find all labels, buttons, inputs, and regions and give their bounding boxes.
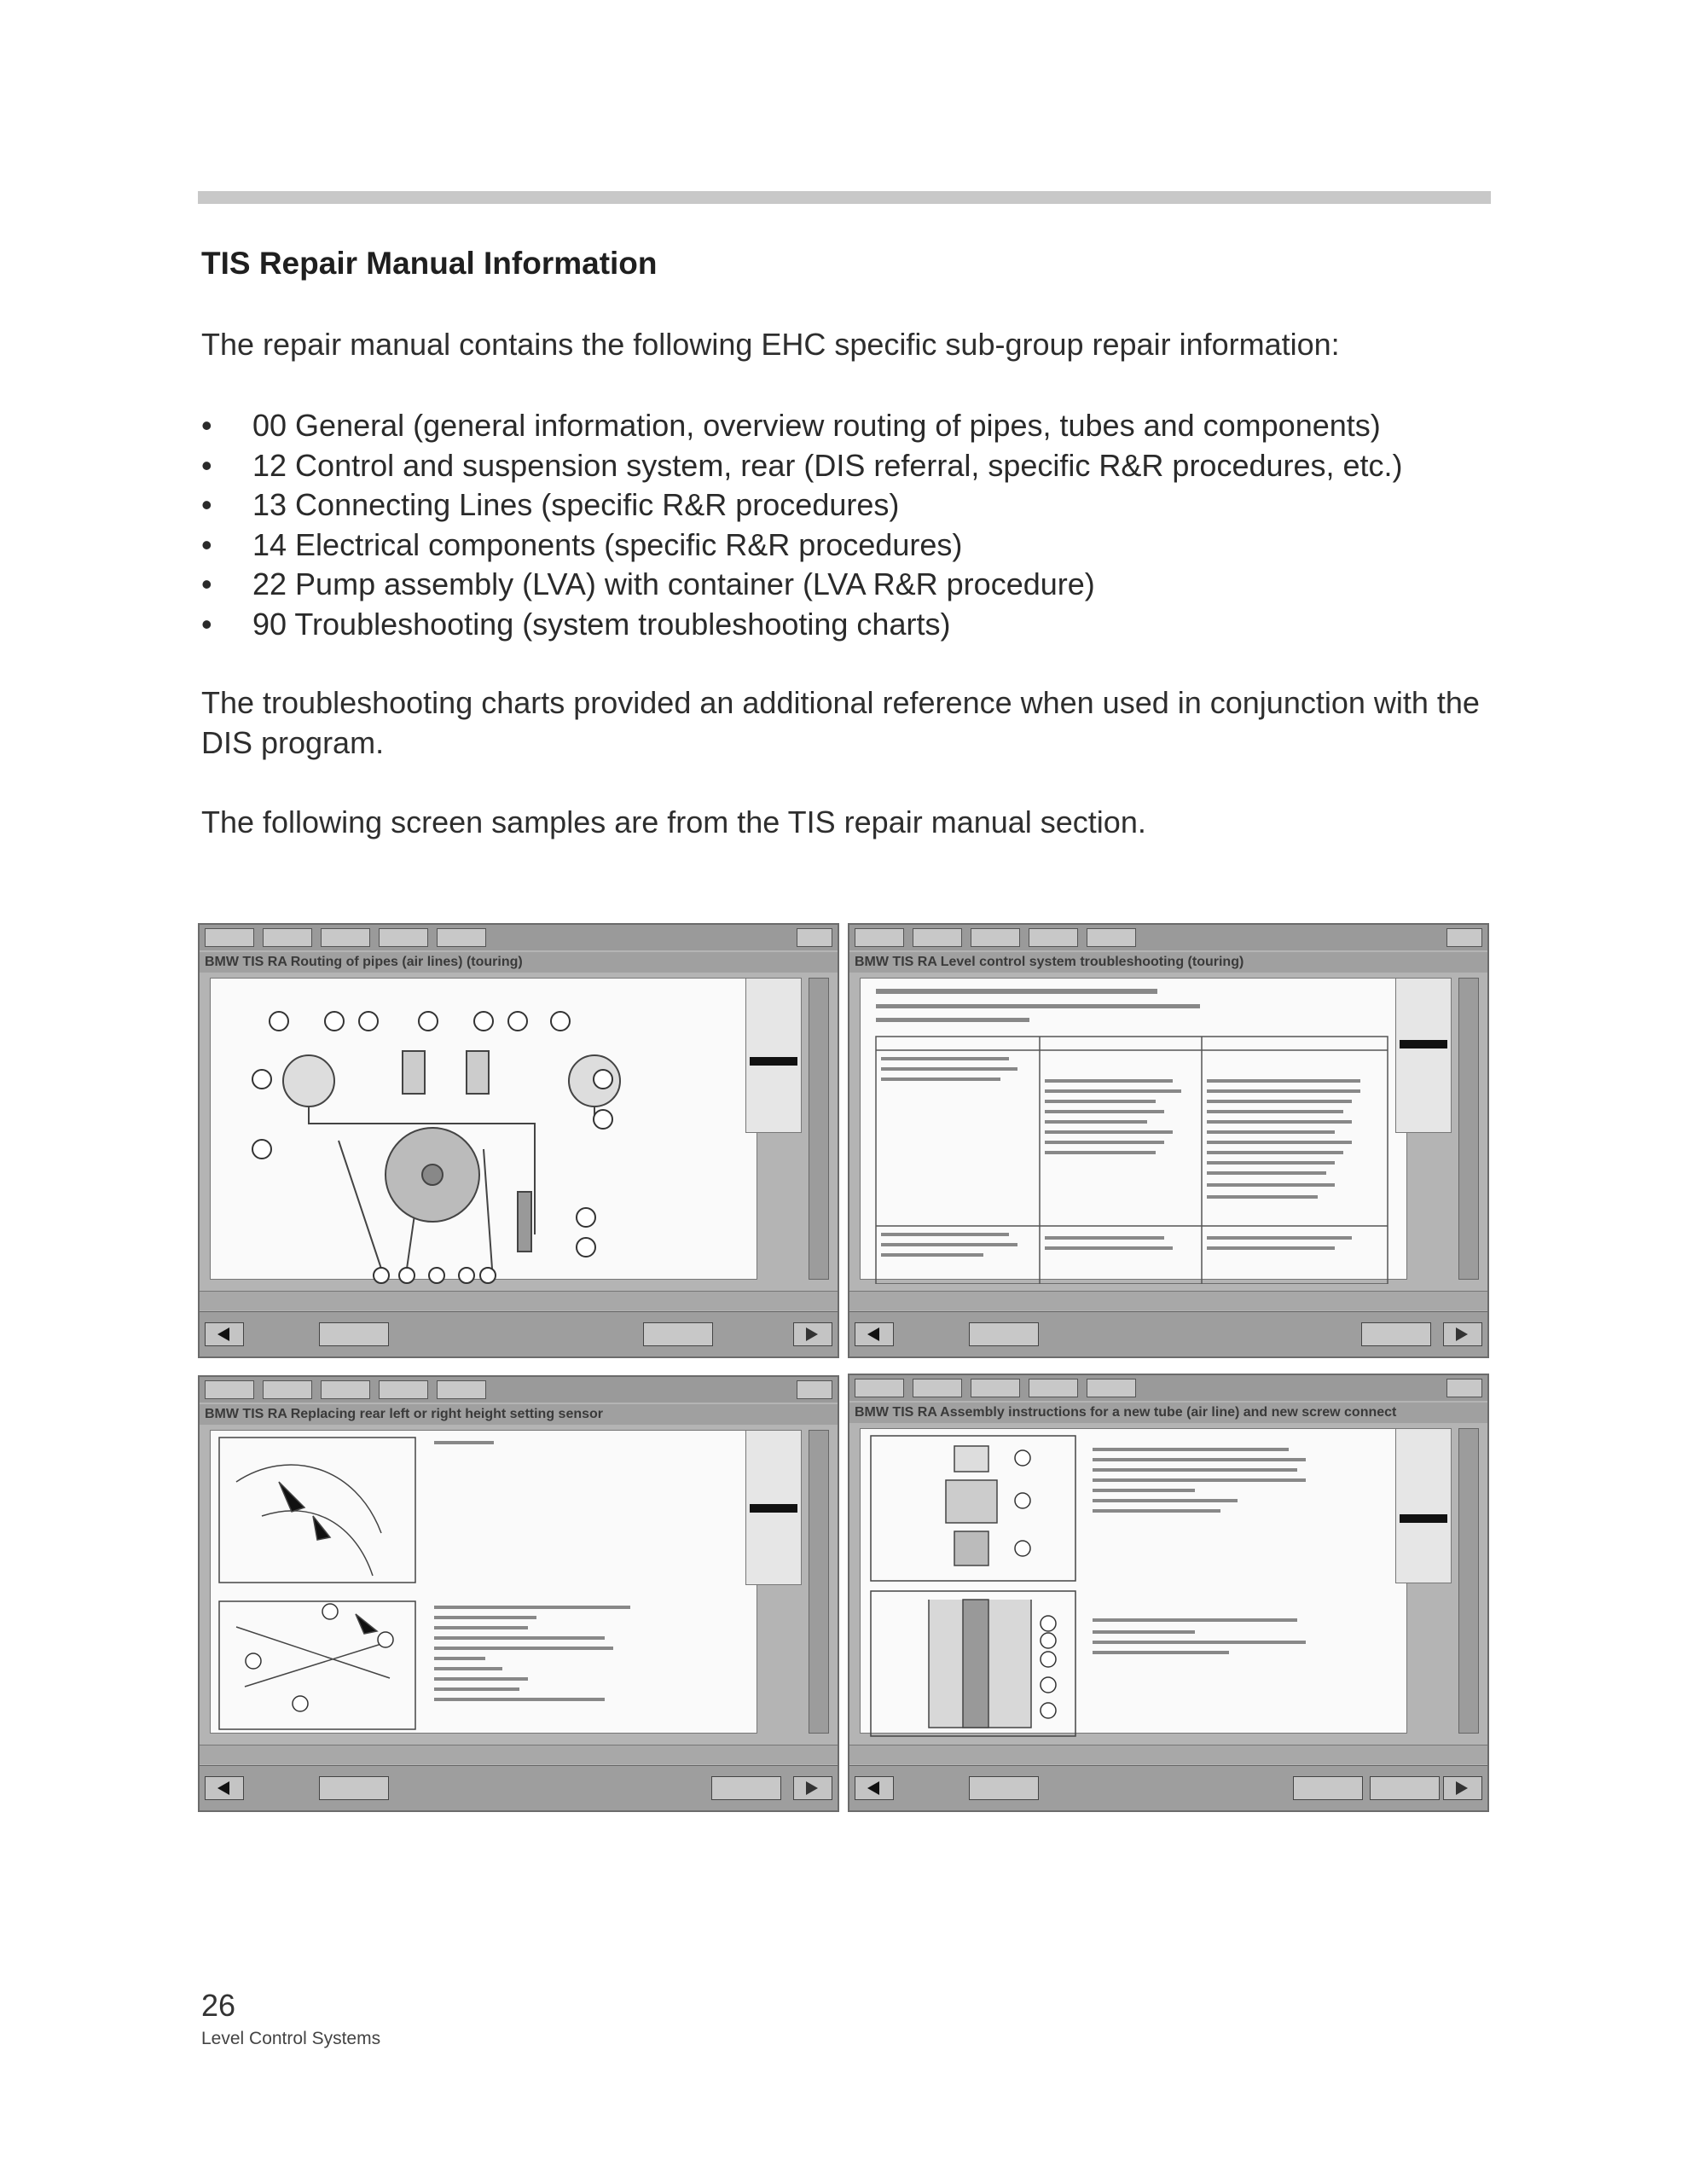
navigation-bar [849,1311,1487,1356]
arrow-left-icon [867,1327,879,1341]
subject-button[interactable] [643,1322,713,1346]
document-button[interactable] [319,1776,389,1800]
page-number: 26 [201,1988,236,2023]
document-button[interactable] [969,1322,1039,1346]
fault-table-icon [861,979,1406,1284]
list-item: • 13 Connecting Lines (specific R&R procedures) [201,485,1403,526]
back-button[interactable] [855,1776,894,1800]
menu-bar [200,1377,838,1403]
back-button[interactable] [205,1776,244,1800]
menu-bar [849,1375,1487,1401]
reference-button[interactable] [711,1776,781,1800]
window-title: BMW TIS RA Assembly instructions for a new tube (air line) and new screw connect [849,1403,1487,1423]
tis-screenshot-routing-pipes [198,923,839,1358]
window-title: BMW TIS RA Replacing rear left or right height setting sensor [200,1404,838,1425]
bullet-icon: • [201,447,212,483]
subject-button[interactable] [1293,1776,1363,1800]
chapter-list[interactable] [745,1430,802,1585]
navigation-bar [200,1765,838,1810]
menu-bar [200,925,838,950]
list-item: • 12 Control and suspension system, rear (DIS referral, specific R&R procedures, etc.) [201,446,1403,486]
header-rule [198,191,1491,204]
status-bar [200,1291,838,1310]
tis-screenshot-troubleshooting [848,923,1489,1358]
chapter-list[interactable] [745,978,802,1133]
reference-button[interactable] [1361,1322,1431,1346]
intro-paragraph: The repair manual contains the following EHC specific sub-group repair information: [201,327,1340,362]
forward-button[interactable] [793,1322,832,1346]
footer-section-title: Level Control Systems [201,2029,381,2048]
tube-assembly-diagram-icon [861,1429,1406,1738]
tis-screenshot-height-sensor [198,1375,839,1812]
window-title: BMW TIS RA Routing of pipes (air lines) (touring) [200,952,838,973]
list-item: • 22 Pump assembly (LVA) with container (LVA R&R procedure) [201,565,1403,605]
list-item: • 90 Troubleshooting (system troubleshooting charts) [201,605,1403,645]
arrow-left-icon [217,1781,229,1795]
navigation-bar [200,1311,838,1356]
arrow-right-icon [1456,1327,1468,1341]
screen-samples-paragraph: The following screen samples are from the TIS repair manual section. [201,804,1146,839]
scrollbar[interactable] [809,1430,829,1734]
arrow-right-icon [806,1327,818,1341]
diagram-panel [210,978,757,1280]
troubleshooting-paragraph: The troubleshooting charts provided an additional reference when used in conjunction with the DIS program. [201,685,1480,760]
height-sensor-diagram-icon [211,1431,757,1738]
document-button[interactable] [319,1322,389,1346]
instruction-panel [860,1428,1407,1734]
instruction-panel [210,1430,757,1734]
tis-screenshot-assembly [848,1374,1489,1812]
pipe-routing-diagram-icon [211,979,757,1284]
chapter-list[interactable] [1395,978,1452,1133]
status-bar [200,1745,838,1764]
bullet-icon: • [201,606,212,642]
bullet-icon: • [201,526,212,562]
section-heading: TIS Repair Manual Information [201,246,658,281]
scrollbar[interactable] [1458,1428,1479,1734]
back-button[interactable] [855,1322,894,1346]
window-title: BMW TIS RA Level control system troubleshooting (touring) [849,952,1487,973]
menu-bar [849,925,1487,950]
forward-button[interactable] [1443,1776,1482,1800]
list-item: • 00 General (general information, overview routing of pipes, tubes and components) [201,406,1403,446]
bullet-icon: • [201,487,212,522]
arrow-left-icon [867,1781,879,1795]
reference-button[interactable] [1370,1776,1440,1800]
bullet-icon: • [201,566,212,601]
forward-button[interactable] [793,1776,832,1800]
arrow-right-icon [1456,1781,1468,1795]
scrollbar[interactable] [1458,978,1479,1280]
bullet-icon: • [201,408,212,443]
status-bar [849,1291,1487,1310]
arrow-left-icon [217,1327,229,1341]
list-item: • 14 Electrical components (specific R&R procedures) [201,526,1403,566]
sub-group-list [201,406,1403,644]
navigation-bar [849,1765,1487,1810]
scrollbar[interactable] [809,978,829,1280]
status-bar [849,1745,1487,1764]
troubleshooting-table-panel [860,978,1407,1280]
forward-button[interactable] [1443,1322,1482,1346]
document-button[interactable] [969,1776,1039,1800]
chapter-list[interactable] [1395,1428,1452,1583]
arrow-right-icon [806,1781,818,1795]
back-button[interactable] [205,1322,244,1346]
